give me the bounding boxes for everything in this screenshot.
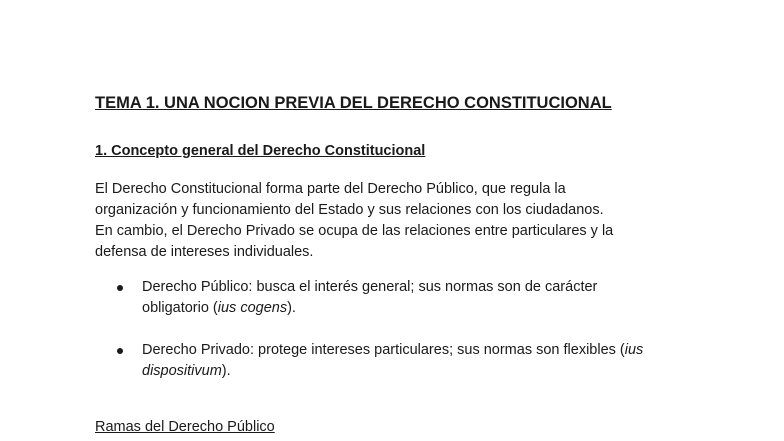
- bullet-dot-icon: [117, 285, 123, 291]
- subheading-ramas: Ramas del Derecho Público: [95, 419, 275, 435]
- bullet-text: ).: [287, 300, 296, 316]
- paragraph-line: defensa de intereses individuales.: [95, 244, 314, 260]
- document-title: TEMA 1. UNA NOCION PREVIA DEL DERECHO CONSTITUCIONAL: [95, 94, 612, 112]
- bullet-line: Derecho Público: busca el interés general; sus normas son de carácter: [142, 279, 598, 295]
- paragraph-line: organización y funcionamiento del Estado y sus relaciones con los ciudadanos.: [95, 202, 604, 218]
- bullet-line: [142, 340, 715, 361]
- latin-term: dispositivum: [142, 363, 222, 379]
- bullet-line: [142, 298, 715, 319]
- latin-term: ius: [624, 342, 644, 358]
- bullet-text: obligatorio (: [142, 300, 218, 316]
- intro-paragraph: [95, 179, 695, 263]
- section-heading: 1. Concepto general del Derecho Constitucional: [95, 143, 426, 159]
- list-item-derecho-publico: [95, 277, 715, 319]
- bullet-text: ).: [221, 363, 231, 379]
- bullet-text: Derecho Privado: protege intereses particulares; sus normas son flexibles (: [142, 342, 625, 358]
- latin-term: ius cogens: [217, 300, 288, 316]
- bullet-dot-icon: [117, 348, 123, 354]
- bullet-line: [142, 361, 715, 382]
- list-item-derecho-privado: [95, 340, 715, 382]
- paragraph-line: El Derecho Constitucional forma parte del Derecho Público, que regula la: [95, 181, 566, 197]
- paragraph-line: En cambio, el Derecho Privado se ocupa de las relaciones entre particulares y la: [95, 223, 614, 239]
- bullet-list: [95, 277, 715, 403]
